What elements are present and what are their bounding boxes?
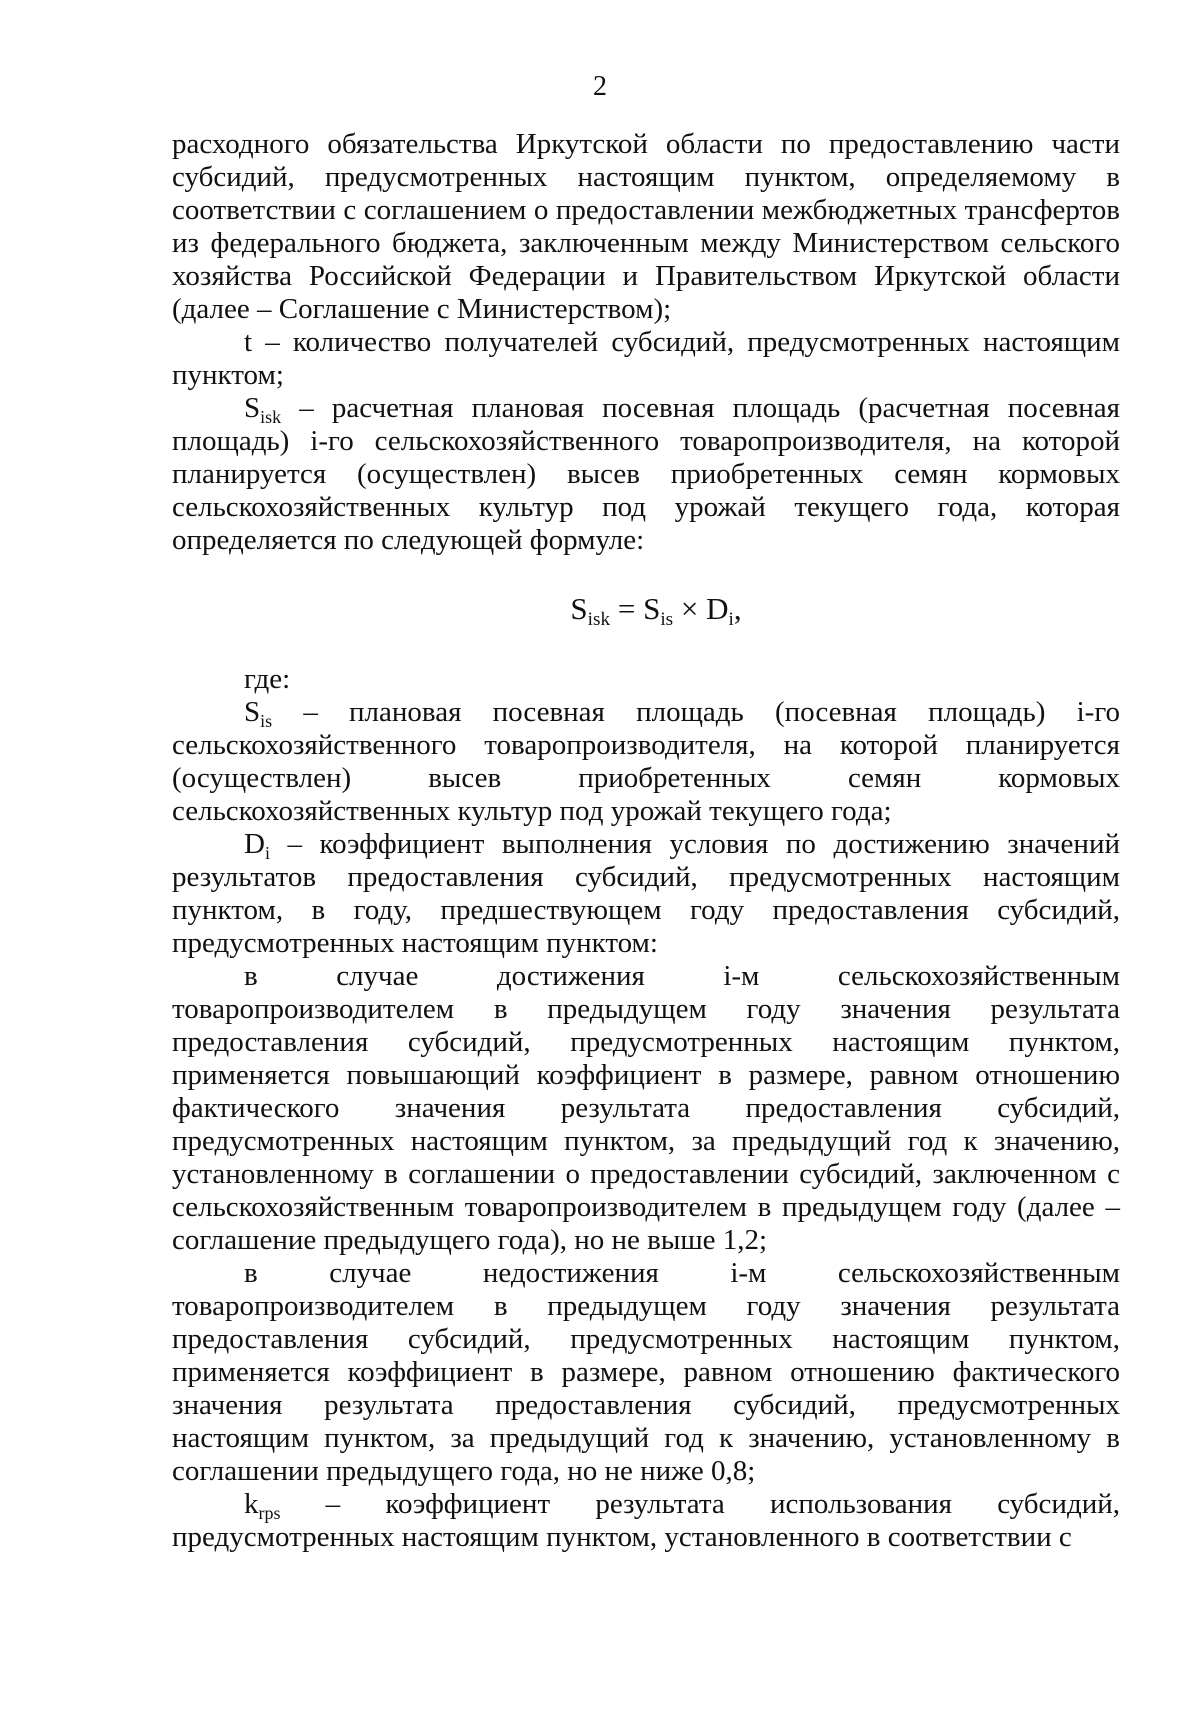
formula-rhs1-subscript: is [660, 609, 674, 631]
symbol-s: S [244, 696, 261, 728]
formula-rhs2-subscript: i [728, 609, 734, 631]
symbol-subscript: rps [258, 1502, 281, 1523]
symbol-d: D [244, 828, 265, 860]
symbol-subscript: is [260, 710, 273, 731]
paragraph-sis-definition [172, 696, 1120, 828]
formula-lhs-subscript: isk [587, 609, 611, 631]
document-body [172, 128, 1120, 1554]
paragraph-non-achievement-case: в случае недостижения i-м сельскохозяйственным товаропроизводителем в предыдущем году значения результата предоставления субсидий, предусмотренных настоящим пунктом, применяется коэффициент в размере, равном отношению фактического значения результата предоставления субсидий, предусмотренных настоящим пунктом, за предыдущий год к значению, установленному в соглашении предыдущего года, но не ниже 0,8; [172, 1257, 1120, 1487]
paragraph-di-definition [172, 828, 1120, 960]
formula-tail: , [733, 591, 742, 626]
formula-times: × [673, 591, 707, 626]
symbol-k: k [244, 1488, 259, 1520]
formula [172, 589, 1120, 629]
definition-text: – коэффициент результата использования субсидий, предусмотренных настоящим пунктом, установленного в соответствии с [172, 1488, 1120, 1553]
paragraph-sisk-definition [172, 392, 1120, 557]
paragraph-where: где: [244, 663, 291, 695]
symbol-subscript: i [264, 842, 270, 863]
paragraph-achievement-case: в случае достижения i-м сельскохозяйственным товаропроизводителем в предыдущем году значения результата предоставления субсидий, предусмотренных настоящим пунктом, применяется повышающий коэффициент в размере, равном отношению фактического значения результата предоставления субсидий, предусмотренных настоящим пунктом, за предыдущий год к значению, установленному в соглашении о предоставлении субсидий, заключенном с сельскохозяйственным товаропроизводителем в предыдущем году (далее – соглашение предыдущего года), но не выше 1,2; [172, 960, 1120, 1256]
definition-text: – коэффициент выполнения условия по достижению значений результатов предоставления субсидий, предусмотренных настоящим пунктом, в году, предшествующем году предоставления субсидий, предусмотренных настоящим пунктом: [172, 828, 1120, 959]
formula-rhs2: D [706, 591, 729, 626]
formula-equals: = [610, 591, 644, 626]
paragraph-continuation: расходного обязательства Иркутской области по предоставлению части субсидий, предусмотренных настоящим пунктом, определяемому в соответствии с соглашением о предоставлении межбюджетных трансфертов из федерального бюджета, заключенным между Министерством сельского хозяйства Российской Федерации и Правительством Иркутской области (далее – Соглашение с Министерством); [172, 128, 1120, 325]
definition-text: – плановая посевная площадь (посевная площадь) i-го сельскохозяйственного товаропроизводителя, на которой планируется (осуществлен) высев приобретенных семян кормовых сельскохозяйственных культур под урожай текущего года; [172, 696, 1120, 827]
paragraph-t-definition: t – количество получателей субсидий, предусмотренных настоящим пунктом; [172, 326, 1120, 391]
page-number: 2 [593, 71, 607, 102]
paragraph-krps-definition [172, 1488, 1120, 1554]
definition-text: – расчетная плановая посевная площадь (расчетная посевная площадь) i-го сельскохозяйственного товаропроизводителя, на которой планируется (осуществлен) высев приобретенных семян кормовых сельскохозяйственных культур под урожай текущего года, которая определяется по следующей формуле: [172, 392, 1120, 556]
formula-lhs: S [570, 591, 588, 626]
formula-rhs1: S [643, 591, 661, 626]
symbol-s: S [244, 392, 261, 424]
symbol-subscript: isk [260, 406, 282, 427]
